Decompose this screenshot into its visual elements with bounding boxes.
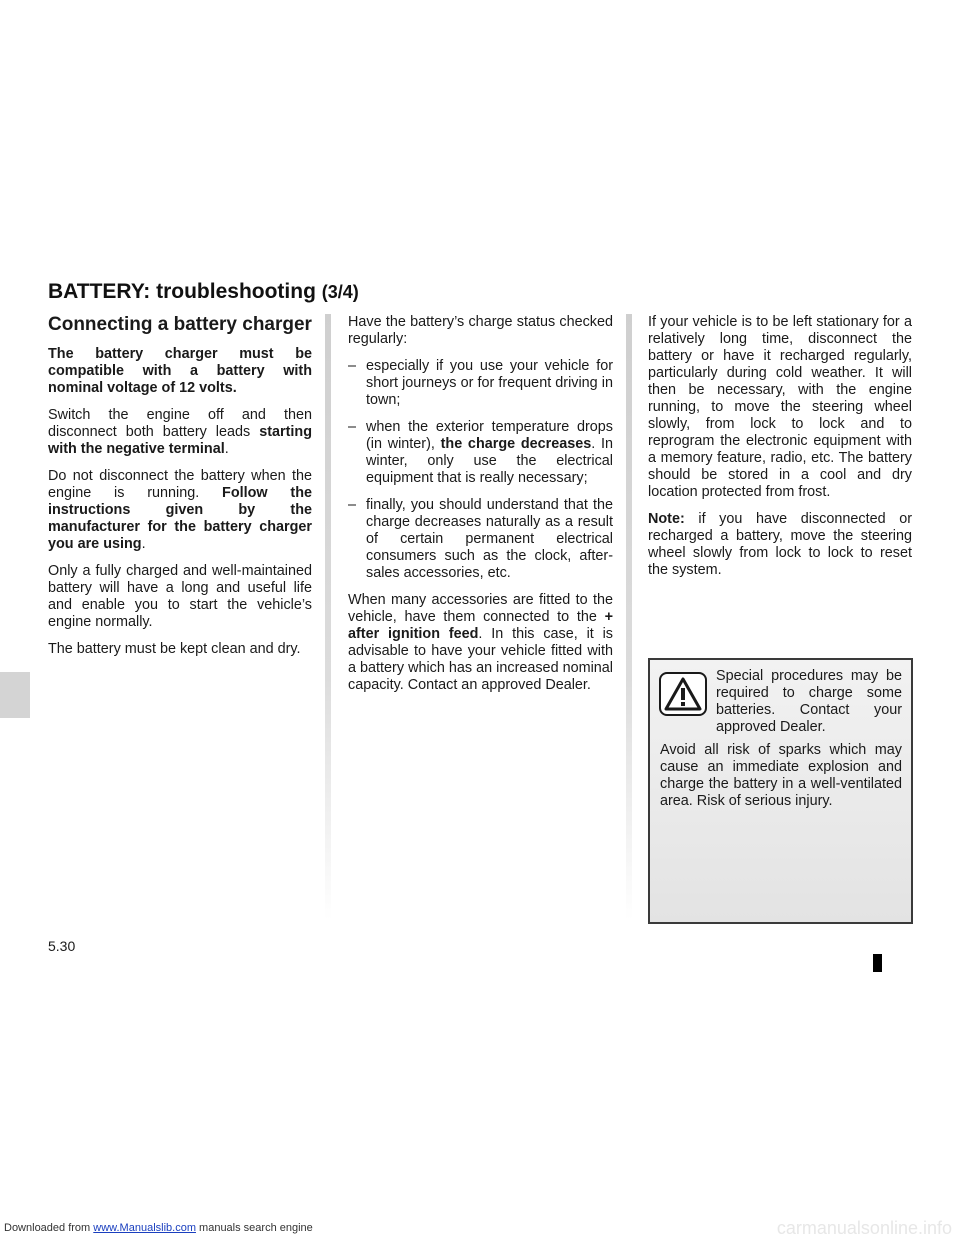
ignition-feed-bold: + after ignition feed	[348, 609, 613, 642]
accessories-text-end: . In this case, it is advisable to have your vehicle fitted with a battery which has an increased nominal capacity. Contact an approved Dealer.	[348, 626, 613, 693]
note-paragraph	[648, 511, 912, 579]
warning-triangle-icon	[659, 672, 707, 716]
engine-running-end: .	[141, 536, 146, 552]
column-divider	[626, 314, 632, 920]
column-3	[648, 314, 912, 589]
list-item: – especially if you use your vehicle for short journeys or for frequent driving in town;	[348, 358, 613, 409]
footer-prefix: Downloaded from	[4, 1222, 94, 1234]
follow-instructions-bold: Follow the instructions given by the manufacturer for the battery charger you are using	[48, 485, 313, 552]
note-text: if you have disconnected or recharged a battery, move the steering wheel slowly from lock to lock to reset the system.	[648, 511, 912, 578]
clean-dry-paragraph: The battery must be kept clean and dry.	[48, 641, 301, 657]
charger-compatibility-text	[48, 346, 312, 397]
section-heading: Connecting a battery charger	[48, 314, 312, 335]
title-part: (3/4)	[321, 282, 359, 302]
engine-running-paragraph	[48, 468, 312, 553]
charger-compatibility-bold: The battery charger must be compatible with a battery with nominal voltage of 12 volts.	[48, 346, 312, 396]
page-title	[48, 280, 359, 304]
list-item: – finally, you should understand that the charge decreases naturally as a result of certain permanent electrical consumers such as the clock, after-sales accessories, etc.	[348, 497, 613, 582]
list-item-text-end: . In winter, only use the electrical equipment that is really necessary;	[366, 436, 613, 486]
note-label: Note:	[648, 511, 685, 527]
list-item-text: when the exterior temperature drops (in winter),	[366, 419, 613, 452]
charge-status-intro: Have the battery’s charge status checked regularly:	[348, 314, 613, 347]
charge-check-list	[348, 358, 613, 582]
engine-running-text: Do not disconnect the battery when the engine is running.	[48, 468, 312, 501]
warning-text-2: Avoid all risk of sparks which may cause an immediate explosion and charge the battery in a well-ventilated area. Risk of serious injury.	[660, 742, 902, 809]
download-footer	[4, 1222, 313, 1234]
warning-box	[648, 658, 913, 924]
column-2	[348, 314, 613, 704]
end-of-section-marker	[873, 954, 882, 972]
accessories-paragraph	[348, 592, 613, 694]
column-divider	[325, 314, 331, 920]
stationary-paragraph: If your vehicle is to be left stationary for a relatively long time, disconnect the battery or have it recharged regularly, particularly during cold weather. It will then be necessary, with the engine running, to move the steering wheel slowly, from lock to lock and to reprogram the electronic equipment with a memory feature, radio, etc. The battery should be stored in a cool and dry location protected from frost.	[648, 314, 912, 500]
accessories-text: When many accessories are fitted to the vehicle, have them connected to the	[348, 592, 613, 625]
disconnect-end: .	[224, 441, 229, 457]
warning-text-1: Special procedures may be required to charge some batteries. Contact your approved Dealer.	[716, 668, 902, 735]
section-tab	[0, 672, 30, 718]
charge-decreases-bold: the charge decreases	[440, 436, 592, 452]
watermark: carmanualsonline.info	[776, 1218, 952, 1238]
negative-terminal-bold: starting with the negative terminal	[48, 424, 312, 457]
list-item	[348, 419, 613, 487]
page-number: 5.30	[48, 938, 76, 954]
disconnect-text: Switch the engine off and then disconnect both battery leads	[48, 407, 312, 440]
footer-link[interactable]: www.Manualslib.com	[93, 1222, 196, 1234]
title-main: BATTERY: troubleshooting	[48, 280, 316, 303]
footer-suffix: manuals search engine	[195, 1222, 313, 1234]
battery-life-paragraph: Only a fully charged and well-maintained battery will have a long and useful life and enable you to start the vehicle’s engine normally.	[48, 563, 312, 630]
column-1	[48, 314, 312, 668]
disconnect-paragraph	[48, 407, 312, 458]
